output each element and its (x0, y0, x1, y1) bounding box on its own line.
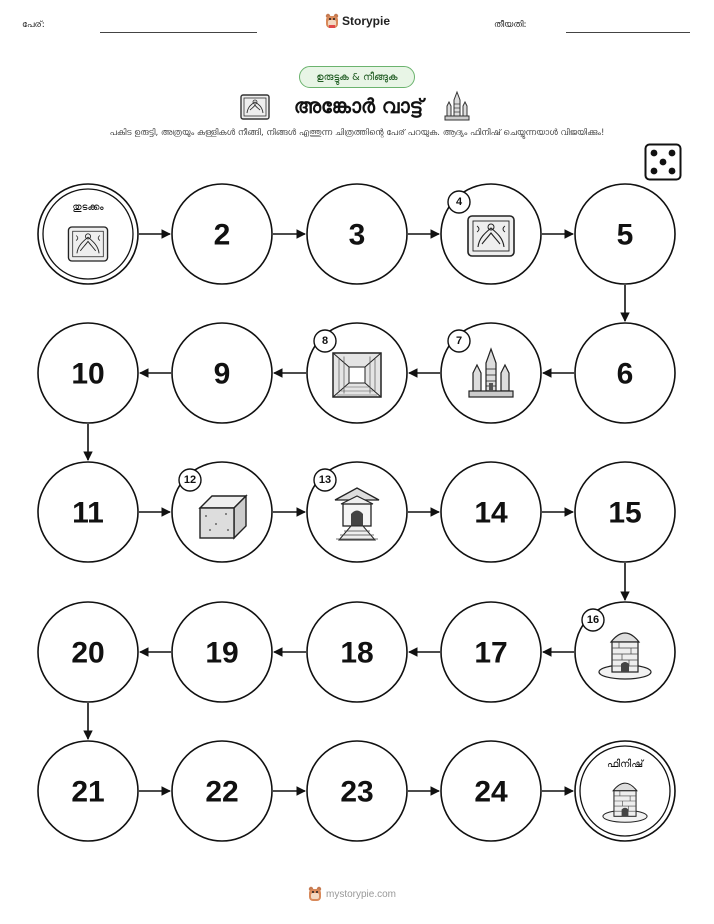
space-number: 11 (72, 496, 104, 530)
board-space (172, 323, 272, 423)
board-space (307, 602, 407, 702)
instructions-text: പകിട ഉരുട്ടി, അത്രയും കള്ളികൾ നീങ്ങി, നിങ്ങൾ എത്തുന്ന ചിത്രത്തിന്റെ പേര് പറയുക. ആദ്യം ഫിനിഷ് ചെയ്യുന്നയാൾ വിജയിക്കും! (109, 128, 605, 138)
board-space (575, 462, 675, 562)
board-space (307, 184, 407, 284)
board-space (172, 602, 272, 702)
board-space (38, 602, 138, 702)
space-number: 20 (71, 636, 105, 670)
brand-name: Storypie (342, 14, 391, 28)
board-space (441, 323, 541, 423)
date-label: തീയതി: (494, 20, 527, 30)
carved-panel-icon (68, 227, 107, 261)
board-space (172, 184, 272, 284)
space-number: 22 (205, 775, 239, 809)
page-title: അങ്കോർ വാട്ട് (293, 94, 424, 118)
space-number: 2 (213, 218, 231, 252)
subtitle-pill: ഉരുട്ടുക & നീങ്ങുക (299, 66, 415, 88)
space-number: 10 (71, 357, 105, 391)
board-space (38, 462, 138, 562)
space-number: 18 (340, 636, 374, 670)
corridor-icon (333, 353, 381, 397)
space-number: 14 (474, 496, 508, 530)
board-space (441, 184, 541, 284)
board-space (575, 323, 675, 423)
space-number: 12 (183, 474, 197, 486)
space-number: 8 (321, 335, 329, 347)
stone-block-icon (200, 496, 246, 538)
space-number: 21 (71, 775, 105, 809)
space-number: 16 (586, 614, 600, 626)
board-space (38, 323, 138, 423)
finish-space (575, 741, 675, 841)
board-space (307, 323, 407, 423)
space-number: 9 (213, 357, 231, 391)
board-space (307, 741, 407, 841)
space-number: 5 (616, 218, 634, 252)
space-number: 6 (616, 357, 634, 391)
space-number: 15 (608, 496, 642, 530)
board-space (575, 602, 675, 702)
board-space (172, 462, 272, 562)
space-number: 23 (340, 775, 374, 809)
start-space (38, 184, 138, 284)
space-number: 7 (455, 335, 463, 347)
carved-panel-icon (468, 216, 514, 256)
board-space (307, 462, 407, 562)
space-label: ഫിനിഷ് (606, 759, 644, 770)
board-space (441, 462, 541, 562)
space-number: 4 (455, 196, 463, 208)
space-number: 17 (474, 636, 508, 670)
space-number: 19 (205, 636, 239, 670)
board-space (441, 602, 541, 702)
space-number: 24 (474, 775, 508, 809)
board-space (575, 184, 675, 284)
board-space (38, 741, 138, 841)
board-space (172, 741, 272, 841)
space-number: 13 (318, 474, 332, 486)
storypie-mascot-icon (308, 886, 322, 902)
footer (308, 886, 396, 902)
space-label: തുടക്കം (72, 202, 104, 213)
board-space (441, 741, 541, 841)
name-label: പേര്: (22, 20, 45, 30)
footer-url: mystorypie.com (326, 888, 397, 900)
space-number: 3 (348, 218, 366, 252)
